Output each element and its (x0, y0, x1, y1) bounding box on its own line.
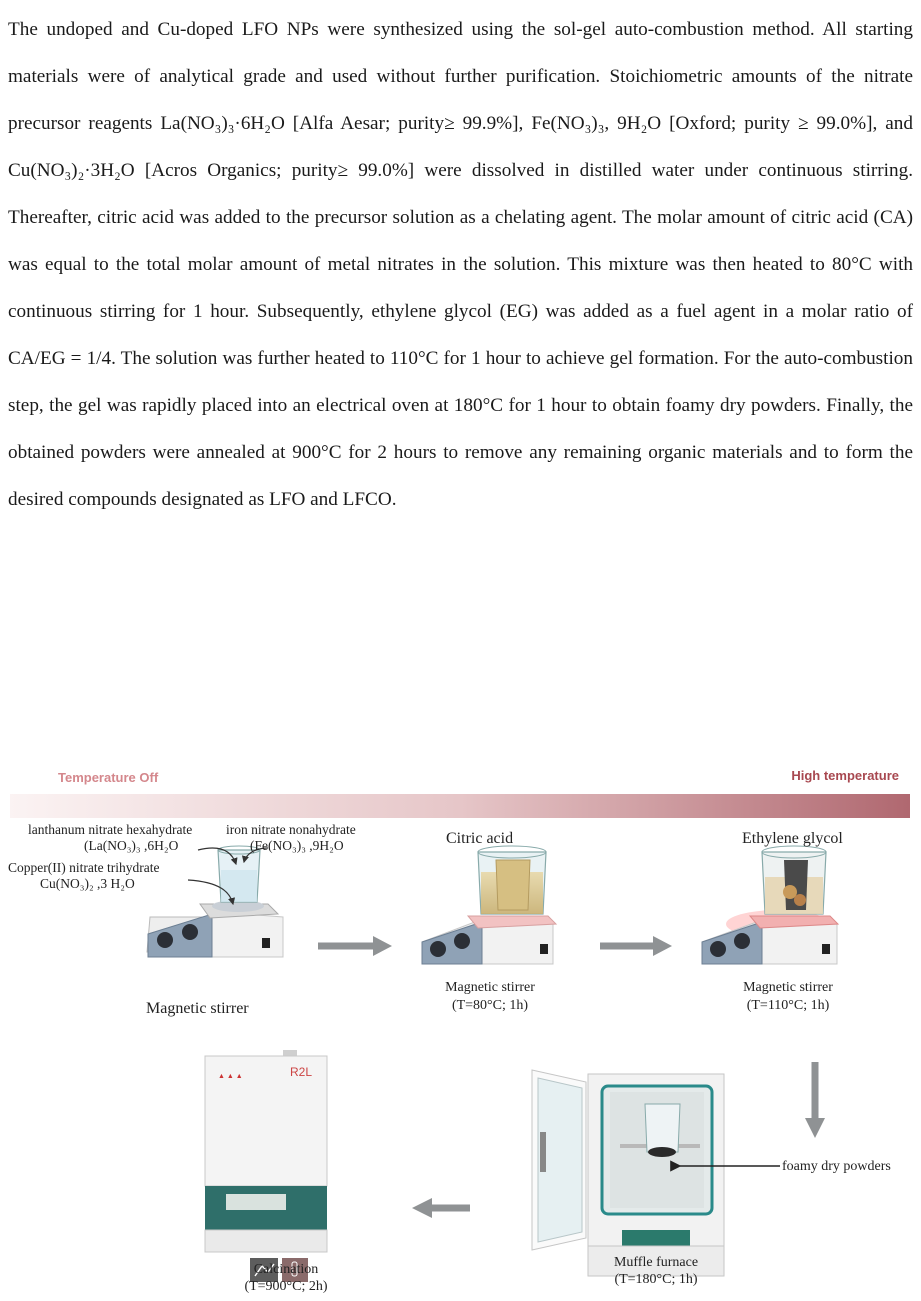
methods-paragraph: The undoped and Cu-doped LFO NPs were synthesized using the sol-gel auto-combustion method. All starting materials were of analytical grade and used without further purification. Stoichiometric amounts of the nitrate precursor reagents La(NO₃)₃·6H₂O [Alfa Aesar; purity≥ 99.9%], Fe(NO₃)₃, 9H₂O [Oxford; purity ≥ 99.0%], and Cu(NO₃)₂·3H₂O [Acros Organics; purity≥ 99.0%] were dissolved in distilled water under continuous stirring. Thereafter, citric acid was added to the precursor solution as a chelating agent. The molar amount of citric acid (CA) was equal to the total molar amount of metal nitrates in the solution. This mixture was then heated to 80°C with continuous stirring for 1 hour. Subsequently, ethylene glycol (EG) was added as a fuel agent in a molar ratio of CA/EG = 1/4. The solution was further heated to 110°C for 1 hour to achieve gel formation. For the auto-combustion step, the gel was rapidly placed into an electrical oven at 180°C for 1 hour to obtain foamy dry powders. Finally, the obtained powders were annealed at 900°C for 2 hours to remove any remaining organic materials and to form the desired compounds designated as LFO and LFCO. (8, 19, 913, 510)
calcination-condition: (T=900°C; 2h) (244, 1279, 328, 1294)
foamy-powders-label: foamy dry powders (782, 1159, 891, 1174)
reagent-cu-label: Copper(II) nitrate trihydrate (8, 860, 160, 875)
stirrer-2-condition: (T=80°C; 1h) (451, 998, 529, 1013)
temperature-gradient-bar (10, 794, 910, 818)
magnetic-stirrer-3 (702, 910, 838, 964)
citric-acid-label: Citric acid (446, 830, 514, 847)
furnace-brand-logo: R2L (290, 1065, 313, 1079)
svg-text:▲ ▲ ▲: ▲ ▲ ▲ (218, 1073, 243, 1080)
ethylene-glycol-label: Ethylene glycol (742, 830, 843, 847)
stirrer-3-condition: (T=110°C; 1h) (746, 998, 830, 1013)
temperature-off-label: Temperature Off (58, 770, 159, 785)
high-temperature-label: High temperature (791, 768, 899, 783)
muffle-furnace-condition: (T=180°C; 1h) (614, 1272, 698, 1287)
reagent-la-label: lanthanum nitrate hexahydrate (28, 822, 193, 837)
beaker-1 (218, 846, 260, 902)
synthesis-figure (0, 752, 921, 1301)
reagent-fe-formula: (Fe(NO₃)₃ ,9H₂O (250, 838, 344, 853)
beaker-3 (762, 846, 826, 914)
calcination-furnace (205, 1050, 327, 1282)
magnetic-stirrer-1 (147, 900, 283, 957)
muffle-furnace (532, 1070, 780, 1276)
reagent-la-formula: (La(NO₃)₃ ,6H₂O (84, 838, 179, 853)
stirrer-2-label: Magnetic stirrer (445, 980, 535, 995)
beaker-2 (478, 846, 546, 914)
calcination-label: Calcination (253, 1262, 319, 1277)
stirrer-3-label: Magnetic stirrer (743, 980, 833, 995)
magnetic-stirrer-2 (422, 916, 556, 964)
stirrer-1-label: Magnetic stirrer (146, 1000, 249, 1017)
reagent-fe-label: iron nitrate nonahydrate (226, 822, 356, 837)
muffle-furnace-label: Muffle furnace (613, 1255, 699, 1270)
reagent-cu-formula: Cu(NO₃)₂ ,3 H₂O (40, 876, 135, 891)
